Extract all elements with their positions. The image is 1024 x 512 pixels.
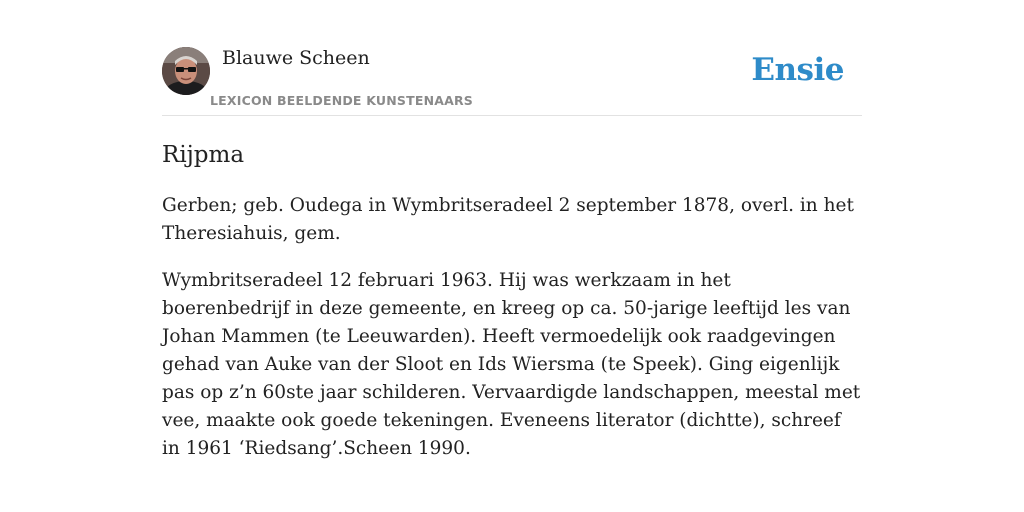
person-photo-avatar-icon — [162, 47, 210, 95]
article-card — [162, 0, 862, 512]
page-title: Rijpma — [162, 142, 245, 168]
brand-logo[interactable]: Ensie — [751, 52, 844, 88]
collection-subtitle[interactable]: LEXICON BEELDENDE KUNSTENAARS — [210, 93, 474, 108]
article-paragraph: Gerben; geb. Oudega in Wymbritseradeel 2 september 1878, overl. in het Theresiahuis, gem. — [162, 195, 854, 244]
author-name[interactable]: Blauwe Scheen — [222, 47, 370, 69]
avatar[interactable] — [162, 47, 210, 95]
article-paragraph: Wymbritseradeel 12 februari 1963. Hij was werkzaam in het boerenbedrijf in deze gemeente, en kreeg op ca. 50-jarige leeftijd les van Johan Mammen (te Leeuwarden). Heeft vermoedelijk ook raadgevingen gehad van Auke van der Sloot en Ids Wiersma (te Speek). Ging eigenlijk pas op z’n 60ste jaar schilderen. Vervaardigde landschappen, meestal met vee, maakte ook goede tekeningen. Eveneens literator (dichtte), schreef in 1961 ‘Riedsang’.Scheen 1990. — [162, 270, 861, 459]
header-divider — [162, 115, 862, 116]
